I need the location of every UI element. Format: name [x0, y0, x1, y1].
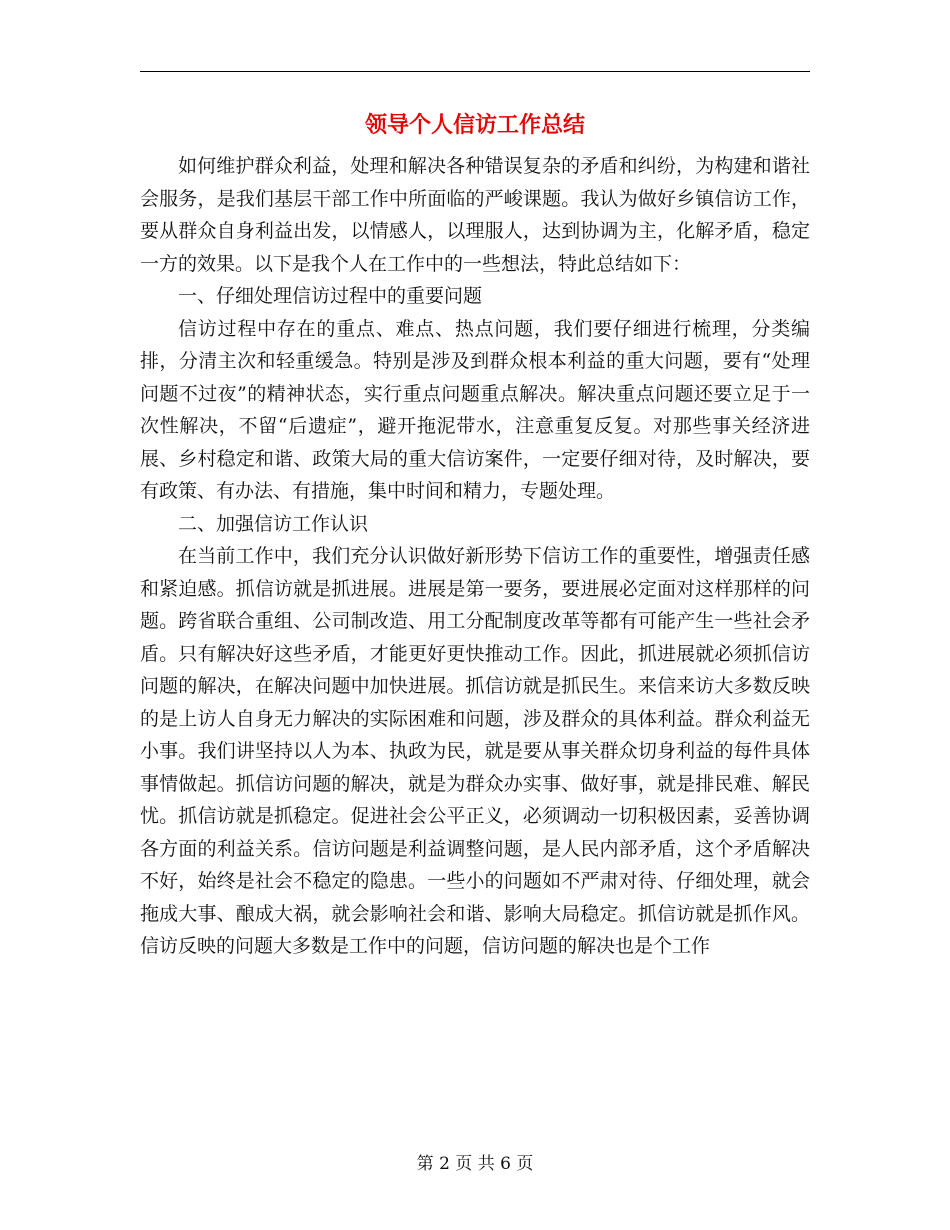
section-paragraph-2: 在当前工作中，我们充分认识做好新形势下信访工作的重要性，增强责任感和紧迫感。抓信访就是抓进展。进展是第一要务，要进展必定面对这样那样的问题。跨省联合重组、公司制改造、用工分配制度改革等都有可能产生一些社会矛盾。只有解决好这些矛盾，才能更好更快推动工作。因此，抓进展就必须抓信访问题的解决，在解决问题中加快进展。抓信访就是抓民生。来信来访大多数反映的是上访人自身无力解决的实际困难和问题，涉及群众的具体利益。群众利益无小事。我们讲坚持以人为本、执政为民，就是要从事关群众切身利益的每件具体事情做起。抓信访问题的解决，就是为群众办实事、做好事，就是排民难、解民忧。抓信访就是抓稳定。促进社会公平正义，必须调动一切积极因素，妥善协调各方面的利益关系。信访问题是利益调整问题，是人民内部矛盾，这个矛盾解决不好，始终是社会不稳定的隐患。一些小的问题如不严肃对待、仔细处理，就会拖成大事、酿成大祸，就会影响社会和谐、影响大局稳定。抓信访就是抓作风。信访反映的问题大多数是工作中的问题，信访问题的解决也是个工作	[140, 545, 810, 957]
page-footer	[0, 1152, 950, 1176]
document-title: 领导个人信访工作总结	[364, 112, 585, 138]
intro-paragraph: 如何维护群众利益，处理和解决各种错误复杂的矛盾和纠纷，为构建和谐社会服务，是我们基层干部工作中所面临的严峻课题。我认为做好乡镇信访工作，要从群众自身利益出发，以情感人，以理服人，达到协调为主，化解矛盾，稳定一方的效果。以下是我个人在工作中的一些想法，特此总结如下：	[140, 155, 810, 275]
page-number: 第 2 页 共 6 页	[416, 1154, 534, 1174]
header-rule	[140, 71, 810, 72]
section-heading-2: 二、加强信访工作认识	[178, 512, 369, 535]
document-body	[140, 150, 810, 963]
section-paragraph-1: 信访过程中存在的重点、难点、热点问题，我们要仔细进行梳理，分类编排，分清主次和轻重缓急。特别是涉及到群众根本利益的重大问题，要有“处理问题不过夜”的精神状态，实行重点问题重点解决。解决重点问题还要立足于一次性解决，不留“后遗症”，避开拖泥带水，注意重复反复。对那些事关经济进展、乡村稳定和谐、政策大局的重大信访案件，一定要仔细对待，及时解决，要有政策、有办法、有措施，集中时间和精力，专题处理。	[140, 317, 810, 502]
section-heading-1: 一、仔细处理信访过程中的重要问题	[178, 285, 483, 307]
